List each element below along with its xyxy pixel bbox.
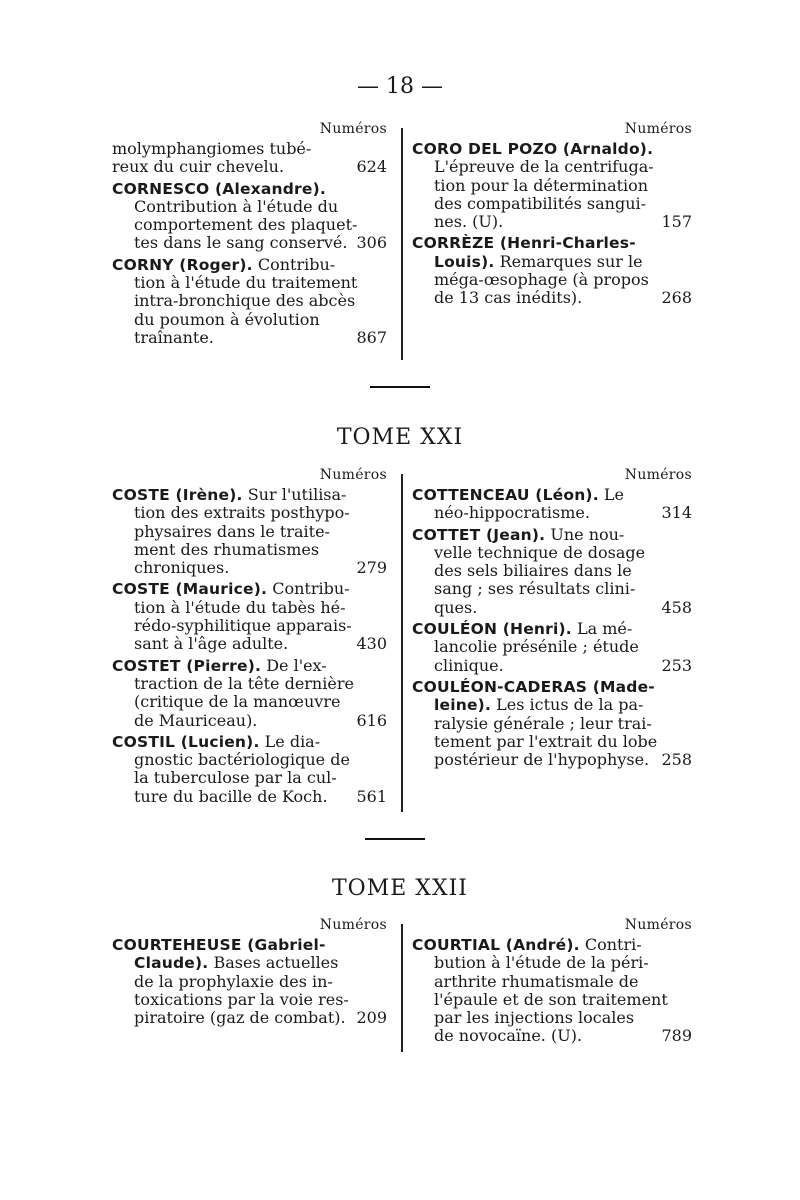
entry-title-line xyxy=(412,544,692,562)
right-column xyxy=(412,120,692,311)
entry-title-start: De l'ex- xyxy=(266,655,327,675)
entry-title-start: La mé- xyxy=(576,619,633,639)
entry-number: 258 xyxy=(661,750,692,770)
column-divider xyxy=(401,128,403,360)
author-name: COURTIAL (André). xyxy=(412,936,580,954)
entry-number: 209 xyxy=(356,1008,387,1028)
entry-second-line xyxy=(412,253,692,271)
entry-text: traînante. xyxy=(134,327,214,347)
entry-title-start: Les ictus de la pa- xyxy=(496,695,644,715)
entry-text: de Mauriceau). xyxy=(134,710,258,730)
entry-text: tes dans le sang conservé. xyxy=(134,233,348,253)
index-entry xyxy=(412,140,692,231)
index-section-tome-xxii xyxy=(112,916,692,1051)
author-name-continued: Claude). xyxy=(134,954,209,973)
entry-text: du poumon à évolution xyxy=(134,309,320,329)
entry-title-line xyxy=(112,234,387,252)
entry-first-line xyxy=(412,234,692,252)
entry-title-start: Le xyxy=(603,485,624,504)
entry-text: l'épaule et de son traitement xyxy=(434,989,668,1009)
entry-text: chroniques. xyxy=(134,558,230,578)
entry-title-line xyxy=(112,559,387,577)
entry-text: bution à l'étude de la péri- xyxy=(434,953,649,973)
entry-number: 306 xyxy=(356,233,387,253)
entry-title-line xyxy=(412,213,692,231)
entry-title-line xyxy=(112,712,387,730)
entry-text: par les injections locales xyxy=(434,1008,635,1028)
entry-title-line xyxy=(112,274,387,292)
entry-first-line xyxy=(112,256,387,274)
index-entry xyxy=(412,620,692,675)
left-column xyxy=(112,120,387,350)
entry-title-line xyxy=(112,198,387,216)
entry-first-line xyxy=(112,580,387,598)
entry-first-line xyxy=(112,733,387,751)
index-entry xyxy=(412,234,692,307)
entry-text: arthrite rhumatismale de xyxy=(434,971,639,991)
entry-title-line xyxy=(412,158,692,176)
entry-number: 458 xyxy=(661,597,692,617)
author-name: COURTEHEUSE (Gabriel- xyxy=(112,936,326,954)
right-column xyxy=(412,916,692,1049)
entry-first-line xyxy=(112,936,387,954)
entry-text: molymphangiomes tubé- xyxy=(112,139,312,158)
author-name: COSTE (Maurice). xyxy=(112,580,268,599)
column-header: Numéros xyxy=(624,121,692,137)
entry-text: méga-œsophage (à propos xyxy=(434,270,649,290)
entry-title-line xyxy=(112,1009,387,1027)
entry-text: comportement des plaquet- xyxy=(134,215,358,235)
entry-second-line xyxy=(412,696,692,714)
entry-text: piratoire (gaz de combat). xyxy=(134,1008,346,1028)
entry-title-start: Bases actuelles xyxy=(213,953,339,973)
entry-text: clinique. xyxy=(434,655,504,675)
entry-title-line xyxy=(112,292,387,310)
entry-text: tion à l'étude du traitement xyxy=(134,273,358,293)
entry-title-line xyxy=(412,715,692,733)
entry-first-line xyxy=(412,620,692,638)
index-entry xyxy=(112,140,387,177)
entry-title-line xyxy=(412,562,692,580)
entry-title-start: Contribu- xyxy=(257,254,336,274)
entry-title-line xyxy=(412,638,692,656)
index-section-tome-xxi xyxy=(112,466,692,811)
entry-text: des compatibilités sangui- xyxy=(434,193,647,213)
index-entry xyxy=(112,580,387,653)
entry-text: sang ; ses résultats clini- xyxy=(434,579,636,599)
author-name-continued: leine). xyxy=(434,696,492,715)
entry-title-line xyxy=(112,329,387,347)
entry-first-line xyxy=(412,678,692,696)
index-section-continued xyxy=(112,120,692,360)
entry-title-line xyxy=(112,675,387,693)
entry-title-line xyxy=(412,289,692,307)
right-column xyxy=(412,466,692,772)
entry-title-start: Remarques sur le xyxy=(499,251,643,271)
entry-title-line xyxy=(412,973,692,991)
entry-text: tement par l'extrait du lobe xyxy=(434,731,658,751)
entry-text: rédo-syphilitique apparais- xyxy=(134,616,352,636)
author-name: CORNESCO (Alexandre). xyxy=(112,179,326,198)
author-name: COSTET (Pierre). xyxy=(112,656,262,675)
entry-title-start: Sur l'utilisa- xyxy=(247,485,347,504)
entry-text: (critique de la manœuvre xyxy=(134,692,341,712)
entry-title-line xyxy=(412,657,692,675)
entry-number: 157 xyxy=(661,212,692,232)
author-name: COSTE (Irène). xyxy=(112,486,243,504)
entry-text: Contribution à l'étude du xyxy=(134,196,339,216)
column-header: Numéros xyxy=(319,121,387,137)
entry-text: ques. xyxy=(434,597,478,617)
entry-title-line xyxy=(412,504,692,522)
entry-title-line xyxy=(112,617,387,635)
entry-title-line xyxy=(412,580,692,598)
entry-title-line xyxy=(112,751,387,769)
entry-text: la tuberculose par la cul- xyxy=(134,768,337,788)
entry-title-line xyxy=(112,216,387,234)
author-name: CORO DEL POZO (Arnaldo). xyxy=(412,140,654,158)
entry-title-line xyxy=(412,733,692,751)
entry-text: postérieur de l'hypophyse. xyxy=(434,750,650,770)
entry-title-line xyxy=(112,504,387,522)
entry-title-start: Contribu- xyxy=(272,579,350,599)
entry-number: 616 xyxy=(356,710,387,730)
author-name: COTTET (Jean). xyxy=(412,525,546,544)
entry-title-line xyxy=(112,991,387,1009)
index-entry xyxy=(112,936,387,1027)
index-entry xyxy=(412,936,692,1046)
entry-title-start: Le dia- xyxy=(264,731,321,751)
entry-number: 314 xyxy=(661,503,692,523)
entry-text: néo-hippocratisme. xyxy=(434,503,590,523)
index-entry xyxy=(112,486,387,577)
entry-title-line xyxy=(112,599,387,617)
entry-number: 561 xyxy=(356,786,387,806)
entry-title-line xyxy=(412,599,692,617)
entry-text: de la prophylaxie des in- xyxy=(134,971,333,991)
entry-title-line xyxy=(112,769,387,787)
entry-first-line xyxy=(412,486,692,504)
column-header: Numéros xyxy=(624,467,692,483)
entry-title-line xyxy=(412,1027,692,1045)
entry-title-line xyxy=(112,973,387,991)
column-header: Numéros xyxy=(624,917,692,933)
entry-text: de novocaïne. (U). xyxy=(434,1026,583,1046)
section-divider-rule xyxy=(365,838,425,840)
entry-second-line xyxy=(112,954,387,972)
left-column xyxy=(112,466,387,809)
tome-heading: TOME XXI xyxy=(336,425,464,450)
index-entry xyxy=(412,678,692,769)
entry-title-line xyxy=(412,954,692,972)
column-header: Numéros xyxy=(319,467,387,483)
entry-title-line xyxy=(112,541,387,559)
column-divider xyxy=(401,474,403,812)
entry-first-line xyxy=(412,140,692,158)
entry-title-start: Une nou- xyxy=(550,524,625,544)
author-name: COTTENCEAU (Léon). xyxy=(412,486,599,504)
entry-number: 268 xyxy=(661,288,692,308)
entry-first-line xyxy=(412,526,692,544)
entry-number: 279 xyxy=(356,558,387,578)
index-entry xyxy=(112,733,387,806)
entry-text: L'épreuve de la centrifuga- xyxy=(434,157,654,177)
entry-text: traction de la tête dernière xyxy=(134,673,354,693)
entry-text: ment des rhumatismes xyxy=(134,539,320,559)
entry-title-line xyxy=(112,523,387,541)
entry-text: gnostic bactériologique de xyxy=(134,750,350,770)
author-name: CORNY (Roger). xyxy=(112,255,253,274)
entry-title-line xyxy=(112,140,387,158)
entry-text: ralysie générale ; leur trai- xyxy=(434,713,652,733)
entry-text: toxications par la voie res- xyxy=(134,989,349,1009)
entry-title-line xyxy=(412,177,692,195)
entry-title-line xyxy=(112,788,387,806)
entry-title-line xyxy=(412,991,692,1009)
column-header: Numéros xyxy=(319,917,387,933)
index-entry xyxy=(112,657,387,730)
entry-title-line xyxy=(112,635,387,653)
tome-heading: TOME XXII xyxy=(332,876,468,901)
author-name: CORRÈZE (Henri-Charles- xyxy=(412,234,636,253)
index-entry xyxy=(112,256,387,347)
entry-first-line xyxy=(112,657,387,675)
entry-title-line xyxy=(412,1009,692,1027)
entry-title-line xyxy=(112,311,387,329)
section-divider-rule xyxy=(370,386,430,388)
entry-title-start: Contri- xyxy=(584,935,642,954)
entry-text: de 13 cas inédits). xyxy=(434,288,583,308)
entry-text: physaires dans le traite- xyxy=(134,521,330,541)
index-entry xyxy=(412,486,692,523)
entry-title-line xyxy=(412,751,692,769)
entry-number: 253 xyxy=(661,655,692,675)
entry-text: reux du cuir chevelu. xyxy=(112,157,285,177)
entry-first-line xyxy=(112,486,387,504)
author-name: COULÉON (Henri). xyxy=(412,620,572,639)
entry-number: 867 xyxy=(356,327,387,347)
entry-text: tion à l'étude du tabès hé- xyxy=(134,597,346,617)
entry-text: tion des extraits posthypo- xyxy=(134,503,350,523)
author-name: COSTIL (Lucien). xyxy=(112,732,260,751)
entry-title-line xyxy=(412,271,692,289)
page-number: — 18 — xyxy=(357,74,443,99)
author-name: COULÉON-CADERAS (Made- xyxy=(412,677,655,696)
entry-text: tion pour la détermination xyxy=(434,175,649,195)
column-divider xyxy=(401,924,403,1052)
entry-title-line xyxy=(112,158,387,176)
entry-first-line xyxy=(412,936,692,954)
index-entry xyxy=(112,180,387,253)
entry-text: lancolie présénile ; étude xyxy=(434,637,639,657)
entry-text: ture du bacille de Koch. xyxy=(134,786,328,806)
left-column xyxy=(112,916,387,1030)
entry-title-line xyxy=(112,693,387,711)
entry-text: sant à l'âge adulte. xyxy=(134,634,289,654)
entry-title-line xyxy=(412,195,692,213)
entry-text: intra-bronchique des abcès xyxy=(134,291,356,311)
index-entry xyxy=(412,526,692,617)
entry-text: des sels biliaires dans le xyxy=(434,561,632,581)
entry-text: velle technique de dosage xyxy=(434,542,646,562)
entry-number: 430 xyxy=(356,634,387,654)
author-name-continued: Louis). xyxy=(434,252,495,271)
entry-number: 624 xyxy=(356,157,387,177)
entry-first-line xyxy=(112,180,387,198)
entry-number: 789 xyxy=(661,1026,692,1046)
entry-text: nes. (U). xyxy=(434,212,504,232)
